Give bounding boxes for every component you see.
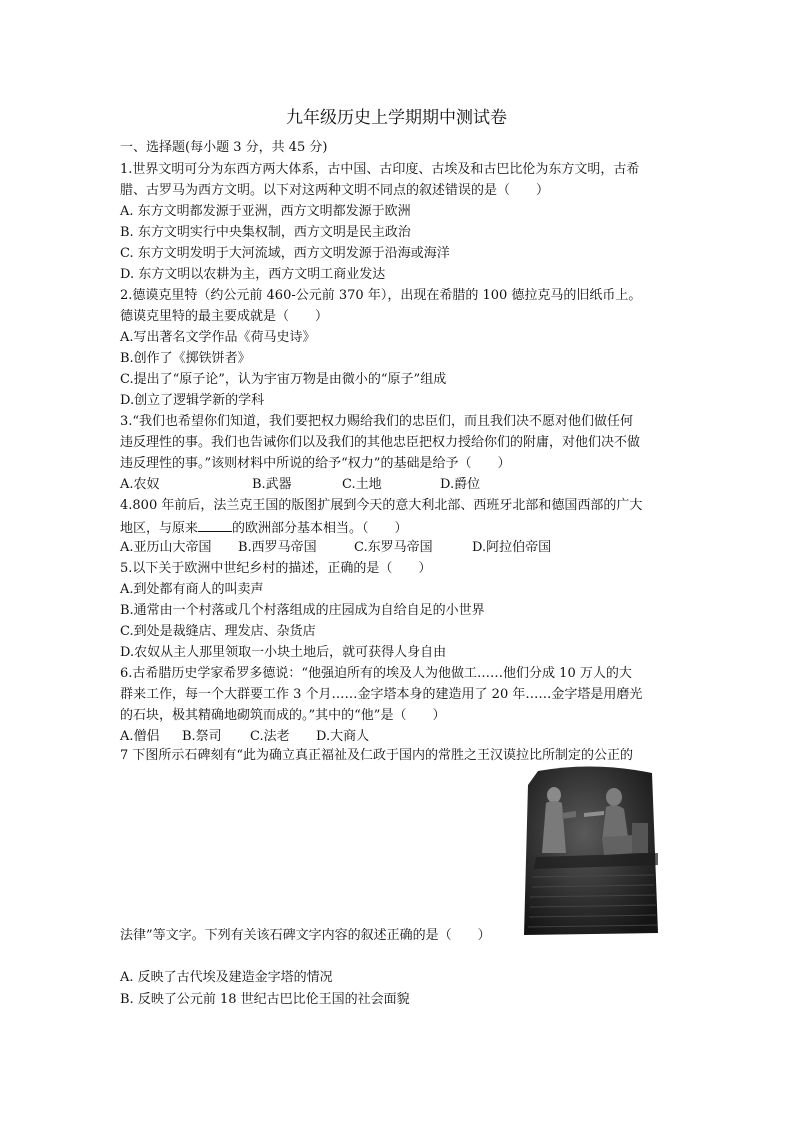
q1-option-d: D. 东方文明以农耕为主，西方文明工商业发达 [120, 267, 386, 282]
q7-line1: 7 下图所示石碑刻有“此为确立真正福祉及仁政于国内的常胜之王汉谟拉比所制定的公正的 [120, 748, 634, 763]
q7-option-b: B. 反映了公元前 18 世纪古巴比伦王国的社会面貌 [120, 992, 410, 1007]
q3-option-b: B.武器 [252, 477, 292, 492]
q2-line1: 2.德谟克里特（约公元前 460-公元前 370 年），出现在希腊的 100 德拉克马的旧纸币上。 [120, 288, 642, 303]
q3-option-c: C.土地 [342, 477, 382, 492]
hammurabi-stele-image [518, 765, 670, 937]
q2-option-d: D.创立了逻辑学新的学科 [120, 393, 265, 408]
q1-line1: 1.世界文明可分为东西方两大体系，古中国、古印度、古埃及和古巴比伦为东方文明，古希 [120, 162, 640, 177]
q5-option-b: B.通常由一个村落或几个村落组成的庄园成为自给自足的小世界 [120, 603, 485, 618]
q4-options [120, 538, 551, 558]
q2-option-c: C.提出了“原子论”，认为宇宙万物是由微小的“原子”组成 [120, 372, 447, 387]
q2-option-a: A.写出著名文学作品《荷马史诗》 [120, 330, 316, 345]
answer-blank [198, 517, 232, 532]
q6-options [120, 727, 369, 747]
q4-option-a: A.亚历山大帝国 [120, 540, 212, 555]
q1-option-a: A. 东方文明都发源于亚洲，西方文明都发源于欧洲 [120, 204, 411, 219]
q5-line1: 5.以下关于欧洲中世纪乡村的描述，正确的是（ ） [120, 561, 432, 576]
q1-option-c: C. 东方文明发明于大河流域，西方文明发源于沿海或海洋 [120, 246, 450, 261]
q3-option-a: A.农奴 [120, 477, 160, 492]
q6-option-c: C.法老 [250, 729, 290, 744]
q5-option-a: A.到处都有商人的叫卖声 [120, 582, 264, 597]
q4-line2 [120, 517, 408, 539]
q2-line2: 德谟克里特的最主要成就是（ ） [120, 309, 329, 324]
q4-line1: 4.800 年前后，法兰克王国的版图扩展到今天的意大利北部、西班牙北部和德国西部的广大 [120, 498, 643, 513]
page-title: 九年级历史上学期期中测试卷 [286, 108, 507, 128]
section-heading: 一、选择题(每小题 3 分，共 45 分) [120, 140, 328, 155]
q7-line2: 法律”等文字。下列有关该石碑文字内容的叙述正确的是（ ） [120, 928, 491, 943]
q1-line2: 腊、古罗马为西方文明。以下对这两种文明不同点的叙述错误的是（ ） [120, 183, 550, 198]
q3-line3: 违反理性的事。”该则材料中所说的给予“权力”的基础是给予（ ） [120, 456, 511, 471]
q3-options [120, 475, 480, 495]
q6-option-d: D.大商人 [316, 729, 370, 744]
q5-option-d: D.农奴从主人那里领取一小块土地后，就可获得人身自由 [120, 645, 447, 660]
q6-line3: 的石块，极其精确地砌筑而成的。”其中的“他”是（ ） [120, 708, 446, 723]
q2-option-b: B.创作了《掷铁饼者》 [120, 351, 251, 366]
q4-option-c: C.东罗马帝国 [354, 540, 433, 555]
q3-line2: 违反理性的事。我们也告诫你们以及我们的其他忠臣把权力授给你们的附庸，对他们决不做 [120, 435, 641, 450]
q4-line2-start: 地区，与原来 [120, 521, 199, 536]
q6-line2: 群来工作，每一个大群要工作 3 个月……金字塔本身的建造用了 20 年……金字塔是用磨光 [120, 687, 643, 702]
q4-option-b: B.西罗马帝国 [238, 540, 317, 555]
q4-line2-end: 的欧洲部分基本相当。（ ） [232, 521, 408, 536]
q1-option-b: B. 东方文明实行中央集权制，西方文明是民主政治 [120, 225, 411, 240]
q6-option-a: A.僧侣 [120, 729, 160, 744]
q6-line1: 6.古希腊历史学家希罗多德说：“他强迫所有的埃及人为他做工……他们分成 10 万人的大 [120, 666, 632, 681]
q4-option-d: D.阿拉伯帝国 [472, 540, 552, 555]
q6-option-b: B.祭司 [182, 729, 222, 744]
q3-option-d: D.爵位 [440, 477, 481, 492]
q5-option-c: C.到处是裁缝店、理发店、杂货店 [120, 624, 316, 639]
q3-line1: 3.“我们也希望你们知道，我们要把权力赐给我们的忠臣们，而且我们决不愿对他们做任何 [120, 414, 634, 429]
q7-option-a: A. 反映了古代埃及建造金字塔的情况 [120, 970, 333, 985]
